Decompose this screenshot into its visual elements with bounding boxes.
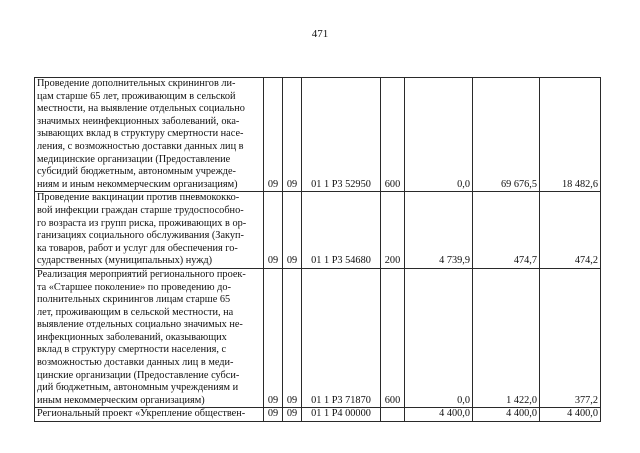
expense-type-code <box>381 408 405 422</box>
table-row <box>35 192 601 269</box>
amount-3: 377,2 <box>540 268 601 408</box>
amount-2: 4 400,0 <box>473 408 540 422</box>
description-line: вклад в структуру смертности населения, с <box>37 344 227 356</box>
subsection-code: 09 <box>283 192 302 269</box>
expense-type-code: 600 <box>381 268 405 408</box>
amount-1: 4 400,0 <box>405 408 473 422</box>
description-line: лет, проживающим в сельской местности, на <box>37 306 234 318</box>
description-line: ниям и иным некоммерческим организациям) <box>37 178 238 190</box>
description-line: значимых неинфекционных заболеваний, ока- <box>37 115 240 127</box>
subsection-code: 09 <box>283 78 302 192</box>
description-line: Региональный проект «Укрепление обществен- <box>37 408 246 420</box>
description-line: вой инфекции граждан старше трудоспособно- <box>37 204 244 216</box>
amount-3: 18 482,6 <box>540 78 601 192</box>
amount-2: 474,7 <box>473 192 540 269</box>
description-line: зывающих вклад в структуру смертности насе- <box>37 128 244 140</box>
target-article-code: 01 1 P3 54680 <box>302 192 381 269</box>
description-line: иным некоммерческим организациям) <box>37 394 205 406</box>
description-line: Реализация мероприятий регионального проек- <box>37 268 246 280</box>
description-line: полнительных скринингов лицам старше 65 <box>37 294 231 306</box>
subsection-code: 09 <box>283 268 302 408</box>
amount-2: 1 422,0 <box>473 268 540 408</box>
row-description <box>35 78 264 192</box>
description-line: дий бюджетным, автономным учреждениям и <box>37 382 239 394</box>
table-row <box>35 408 601 422</box>
subsection-code: 09 <box>283 408 302 422</box>
description-line: го возраста из групп риска, проживающих в ор- <box>37 217 247 229</box>
section-code: 09 <box>264 78 283 192</box>
description-line: медицинские организации (Предоставление <box>37 153 231 165</box>
target-article-code: 01 1 P3 52950 <box>302 78 381 192</box>
description-line: сударственных (муниципальных) нужд) <box>37 255 213 267</box>
description-line: ления, с возможностью доставки данных лиц в <box>37 140 244 152</box>
description-line: Проведение дополнительных скринингов ли- <box>37 78 236 89</box>
row-description <box>35 192 264 269</box>
table-row <box>35 268 601 408</box>
row-description <box>35 408 264 422</box>
expense-type-code: 600 <box>381 78 405 192</box>
amount-3: 4 400,0 <box>540 408 601 422</box>
description-line: ка товаров, работ и услуг для обеспечения го- <box>37 242 238 254</box>
amount-1: 0,0 <box>405 268 473 408</box>
amount-1: 4 739,9 <box>405 192 473 269</box>
description-line: цинские организации (Предоставление субси- <box>37 369 240 381</box>
amount-3: 474,2 <box>540 192 601 269</box>
row-description <box>35 268 264 408</box>
description-line: та «Старшее поколение» по проведению до- <box>37 281 232 293</box>
description-line: выявление отдельных социально значимых не- <box>37 319 243 331</box>
table-row <box>35 78 601 192</box>
description-line: цам старше 65 лет, проживающим в сельской <box>37 90 236 102</box>
description-line: субсидий бюджетным, автономным учрежде- <box>37 166 236 178</box>
section-code: 09 <box>264 268 283 408</box>
target-article-code: 01 1 P4 00000 <box>302 408 381 422</box>
amount-2: 69 676,5 <box>473 78 540 192</box>
section-code: 09 <box>264 408 283 422</box>
description-line: возможностью доставки данных лиц в меди- <box>37 357 234 369</box>
section-code: 09 <box>264 192 283 269</box>
target-article-code: 01 1 P3 71870 <box>302 268 381 408</box>
description-line: Проведение вакцинации против пневмококко- <box>37 192 240 204</box>
budget-table <box>34 77 601 422</box>
page-number: 471 <box>311 28 329 40</box>
description-line: инфекционных заболеваний, оказывающих <box>37 331 227 343</box>
amount-1: 0,0 <box>405 78 473 192</box>
description-line: местности, на выявление отдельных социально <box>37 103 245 115</box>
expense-type-code: 200 <box>381 192 405 269</box>
description-line: ганизациях социального обслуживания (Закуп- <box>37 230 244 242</box>
